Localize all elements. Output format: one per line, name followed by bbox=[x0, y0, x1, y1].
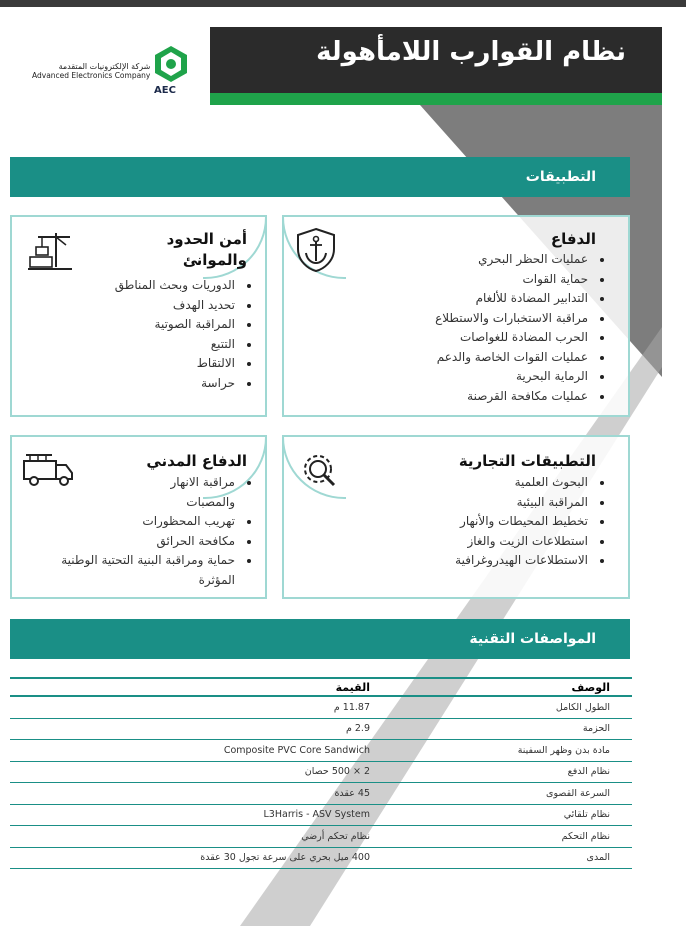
list-item: الحرب المضادة للغواصات bbox=[435, 328, 606, 348]
right-margin bbox=[662, 7, 686, 926]
table-row: نظام التحكم نظام تحكم أرضي bbox=[10, 826, 632, 848]
list-item: المراقبة البيئية bbox=[455, 493, 606, 513]
col-desc-header: الوصف bbox=[370, 678, 632, 696]
aec-logo-icon bbox=[153, 45, 189, 83]
table-row: الطول الكامل 11.87 م bbox=[10, 696, 632, 718]
table-row: الحزمة 2.9 م bbox=[10, 718, 632, 740]
list-item: مراقبة الاستخبارات والاستطلاع bbox=[435, 309, 606, 329]
table-row: نظام تلقائي L3Harris - ASV System bbox=[10, 804, 632, 826]
list-item: الاستطلاعات الهيدروغرافية bbox=[455, 551, 606, 571]
logo-abbr: AEC bbox=[154, 85, 176, 96]
list-item: التدابير المضادة للألغام bbox=[435, 289, 606, 309]
gear-search-icon bbox=[298, 449, 342, 491]
applications-section-header: التطبيقات bbox=[10, 157, 630, 197]
list-item: الرماية البحرية bbox=[435, 367, 606, 387]
company-logo bbox=[10, 27, 210, 137]
defense-title: الدفاع bbox=[550, 230, 596, 248]
list-item: الالتقاط bbox=[115, 354, 253, 374]
table-row: مادة بدن وظهر السفينة Composite PVC Core Sandwich bbox=[10, 740, 632, 762]
list-item: حراسة bbox=[115, 374, 253, 394]
commercial-title: التطبيقات التجارية bbox=[458, 452, 596, 470]
top-edge bbox=[0, 0, 686, 7]
commercial-card bbox=[282, 435, 630, 599]
col-value-header: القيمة bbox=[10, 678, 370, 696]
list-item: استطلاعات الزيت والغاز bbox=[455, 532, 606, 552]
table-row: المدى 400 ميل بحري على سرعة تجول 30 عقدة bbox=[10, 847, 632, 869]
commercial-list bbox=[455, 473, 606, 571]
company-name-ar: شركة الإلكترونيات المتقدمة bbox=[58, 62, 151, 71]
civil-list bbox=[61, 473, 253, 590]
defense-card bbox=[282, 215, 630, 417]
list-item: الدوريات وبحث المناطق bbox=[115, 276, 253, 296]
list-item: عمليات القوات الخاصة والدعم bbox=[435, 348, 606, 368]
page-title: نظام القوارب اللامأهولة bbox=[316, 37, 626, 67]
list-item: تحديد الهدف bbox=[115, 296, 253, 316]
list-item: عمليات مكافحة القرصنة bbox=[435, 387, 606, 407]
specs-table bbox=[10, 677, 632, 869]
list-item: مراقبة الانهار والمصبات bbox=[61, 473, 253, 512]
list-item: حماية القوات bbox=[435, 270, 606, 290]
list-item: مكافحة الحرائق bbox=[61, 532, 253, 552]
defense-list bbox=[435, 250, 606, 406]
list-item: المراقبة الصوتية bbox=[115, 315, 253, 335]
table-header-row bbox=[10, 678, 632, 696]
table-row: نظام الدفع 2 × 500 حصان bbox=[10, 761, 632, 783]
civil-defense-card bbox=[10, 435, 267, 599]
brochure-page bbox=[10, 27, 662, 926]
specs-section-header: المواصفات التقنية bbox=[10, 619, 630, 659]
list-item: حماية ومراقبة البنية التحتية الوطنية المؤثرة bbox=[61, 551, 253, 590]
border-title: أمن الحدود والموانئ bbox=[166, 230, 247, 269]
list-item: تخطيط المحيطات والأنهار bbox=[455, 512, 606, 532]
border-security-card bbox=[10, 215, 267, 417]
list-item: البحوث العلمية bbox=[455, 473, 606, 493]
civil-title: الدفاع المدني bbox=[146, 452, 247, 470]
list-item: التتبع bbox=[115, 335, 253, 355]
border-list bbox=[115, 276, 253, 393]
company-name-en: Advanced Electronics Company bbox=[32, 71, 151, 80]
list-item: عمليات الحظر البحري bbox=[435, 250, 606, 270]
table-row: السرعة القصوى 45 عقدة bbox=[10, 783, 632, 805]
port-crane-icon bbox=[26, 229, 74, 271]
list-item: تهريب المحظورات bbox=[61, 512, 253, 532]
anchor-shield-icon bbox=[294, 227, 338, 273]
